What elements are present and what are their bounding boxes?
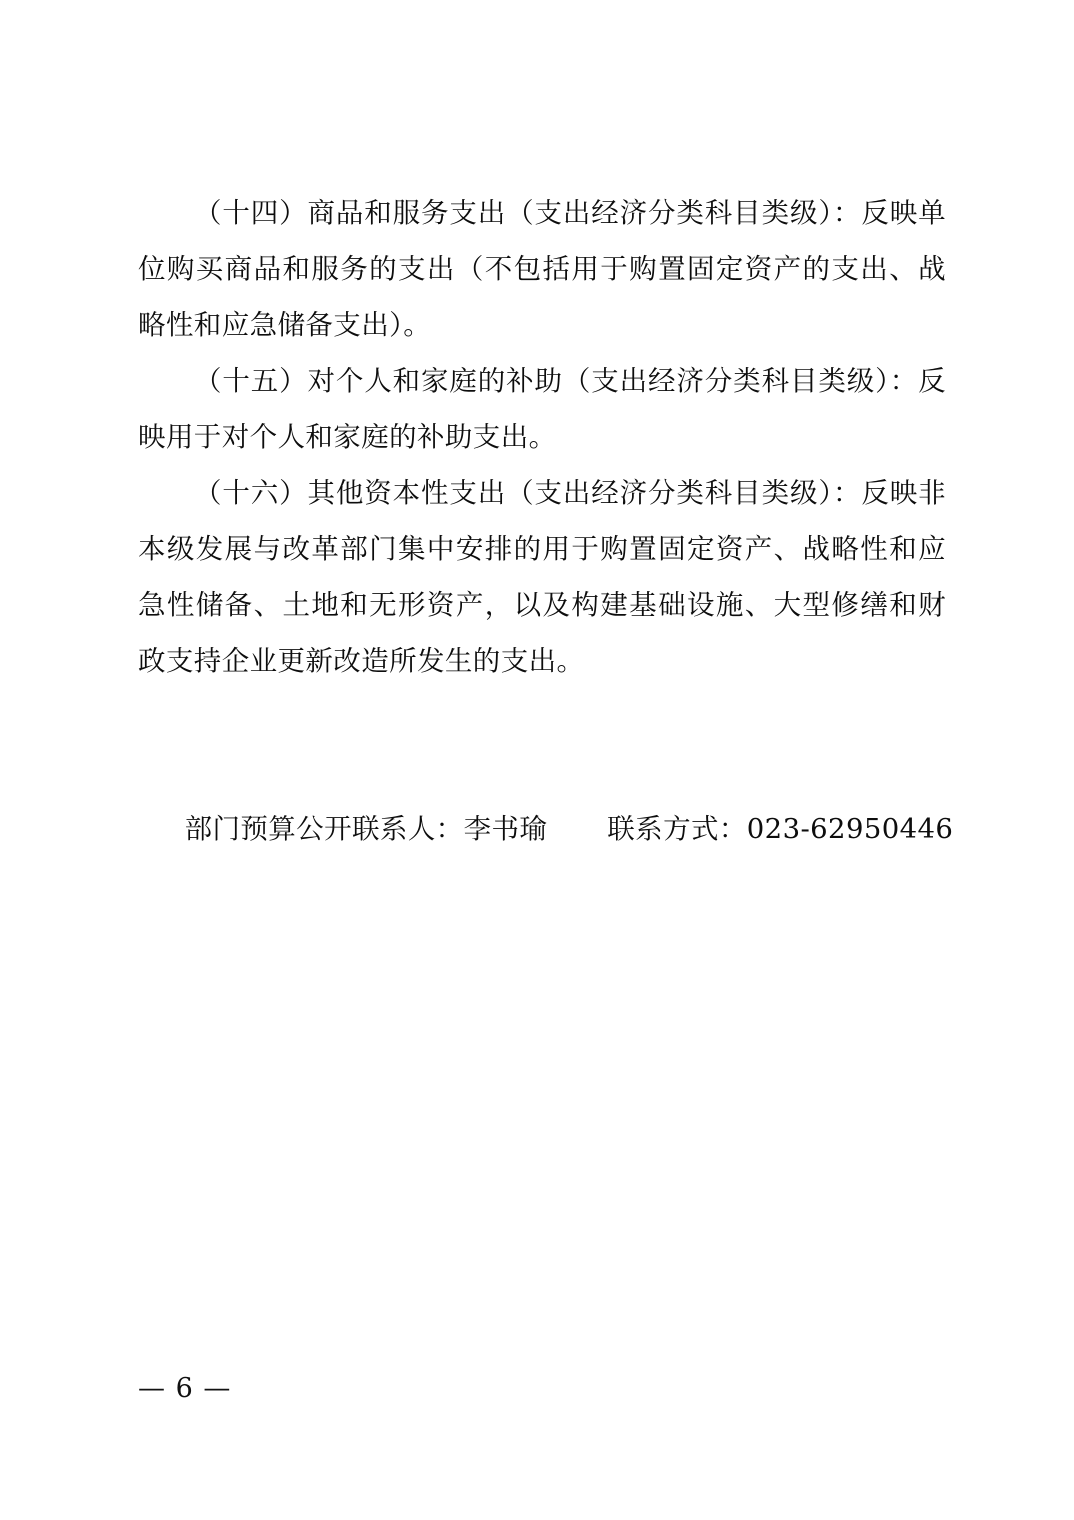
paragraph-item-16: （十六）其他资本性支出（支出经济分类科目类级）：反映非本级发展与改革部门集中安排的用于购置固定资产、战略性和应急性储备、土地和无形资产，以及构建基础设施、大型修缮和财政支持企业更新改造所发生的支出。: [138, 477, 946, 677]
contact-person: 部门预算公开联系人：李书瑜: [184, 813, 548, 845]
paragraph-item-15: （十五）对个人和家庭的补助（支出经济分类科目类级）：反映用于对个人和家庭的补助支出。: [138, 365, 946, 453]
contact-line: [138, 751, 954, 907]
page-number: — 6 —: [138, 1373, 232, 1404]
paragraph-item-14: （十四）商品和服务支出（支出经济分类科目类级）：反映单位购买商品和服务的支出（不包括用于购置固定资产的支出、战略性和应急储备支出）。: [138, 197, 946, 341]
contact-phone: 联系方式：023-62950446: [607, 813, 954, 845]
